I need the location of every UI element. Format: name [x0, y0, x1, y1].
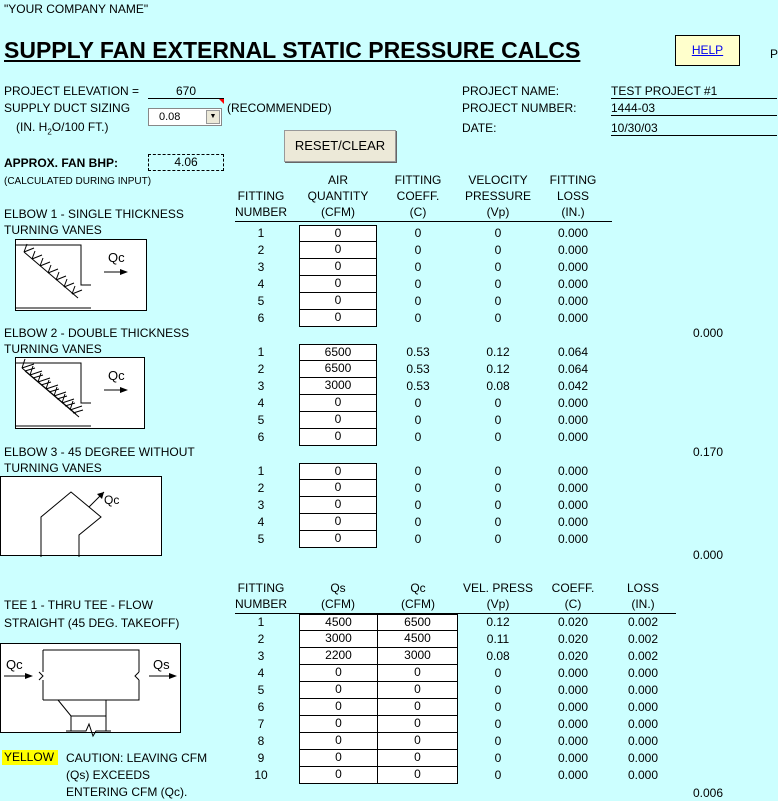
air-quantity-input[interactable]: 0	[299, 497, 377, 514]
column-header: LOSS	[556, 189, 589, 203]
qs-input[interactable]: 2200	[299, 648, 378, 665]
qc-input[interactable]: 0	[377, 682, 458, 699]
column-header: PRESSURE	[464, 189, 532, 203]
fitting-coeff: 0	[414, 311, 422, 325]
legend-yellow-swatch: YELLOW	[2, 750, 58, 765]
fitting-number: 1	[257, 615, 265, 629]
fitting-loss: 0.000	[557, 413, 589, 427]
qs-input[interactable]: 0	[299, 682, 378, 699]
fitting-coeff: 0	[414, 430, 422, 444]
column-header: Qs	[330, 581, 346, 595]
vel-press: 0	[494, 751, 502, 765]
section-subtitle: TURNING VANES	[4, 342, 102, 356]
project-name-label: PROJECT NAME:	[462, 84, 560, 98]
comment-indicator-icon	[219, 99, 224, 104]
air-quantity-input[interactable]: 0	[299, 259, 377, 276]
velocity-pressure: 0	[494, 515, 502, 529]
bhp-value: 4.06	[148, 154, 224, 171]
fitting-loss: 0.000	[557, 515, 589, 529]
loss: 0.002	[627, 615, 659, 629]
fitting-loss: 0.000	[557, 430, 589, 444]
loss: 0.000	[627, 683, 659, 697]
velocity-pressure: 0	[494, 311, 502, 325]
velocity-pressure: 0	[494, 294, 502, 308]
elevation-input[interactable]: 670	[148, 84, 224, 99]
coeff: 0.000	[557, 751, 589, 765]
fitting-loss: 0.000	[557, 396, 589, 410]
vel-press: 0	[494, 683, 502, 697]
section-total-loss: 0.000	[692, 548, 724, 562]
fitting-number: 3	[257, 649, 265, 663]
clipped-text: P	[770, 47, 778, 61]
elbow-diagram-image	[16, 358, 146, 430]
qs-input[interactable]: 0	[299, 716, 378, 733]
loss: 0.002	[627, 632, 659, 646]
fitting-coeff: 0.53	[406, 362, 430, 376]
coeff: 0.020	[557, 649, 589, 663]
svg-text:Qc: Qc	[108, 368, 125, 383]
section-total-loss: 0.000	[692, 326, 724, 340]
fitting-number: 4	[257, 515, 265, 529]
fitting-number: 4	[257, 396, 265, 410]
fitting-number: 9	[257, 751, 265, 765]
air-quantity-input[interactable]: 0	[299, 242, 377, 259]
section-total-loss: 0.006	[692, 786, 724, 800]
section-title: ELBOW 3 - 45 DEGREE WITHOUT	[4, 445, 195, 459]
fitting-number: 3	[257, 498, 265, 512]
velocity-pressure: 0.12	[486, 362, 510, 376]
velocity-pressure: 0	[494, 396, 502, 410]
fitting-number: 5	[257, 413, 265, 427]
legend-text: (Qs) EXCEEDS	[66, 768, 151, 782]
reset-clear-button[interactable]: RESET/CLEAR	[284, 130, 396, 162]
fitting-loss: 0.000	[557, 532, 589, 546]
vel-press: 0	[494, 734, 502, 748]
section-total-loss: 0.170	[692, 445, 724, 459]
qc-input[interactable]: 0	[377, 716, 458, 733]
air-quantity-input[interactable]: 0	[299, 412, 377, 429]
fitting-number: 2	[257, 362, 265, 376]
fitting-number: 3	[257, 379, 265, 393]
legend-text: CAUTION: LEAVING CFM	[66, 751, 208, 765]
section-subtitle: TURNING VANES	[4, 223, 102, 237]
section-title: ELBOW 2 - DOUBLE THICKNESS	[4, 326, 190, 340]
bhp-note: (CALCULATED DURING INPUT)	[4, 176, 152, 187]
fitting-coeff: 0	[414, 226, 422, 240]
elbow-diagram-image	[1, 477, 163, 557]
column-header: NUMBER	[234, 597, 287, 611]
qc-input[interactable]: 0	[377, 767, 458, 784]
duct-sizing-label: SUPPLY DUCT SIZING	[4, 101, 131, 115]
air-quantity-input[interactable]: 0	[299, 463, 377, 480]
column-header: VELOCITY	[468, 173, 528, 187]
section-title: ELBOW 1 - SINGLE THICKNESS	[4, 207, 184, 221]
fitting-number: 4	[257, 277, 265, 291]
company-name: "YOUR COMPANY NAME"	[4, 2, 149, 16]
fitting-number: 2	[257, 481, 265, 495]
qs-input[interactable]: 0	[299, 699, 378, 716]
loss: 0.000	[627, 666, 659, 680]
loss: 0.000	[627, 751, 659, 765]
qs-input[interactable]: 3000	[299, 631, 378, 648]
coeff: 0.000	[557, 768, 589, 782]
section-subtitle: STRAIGHT (45 DEG. TAKEOFF)	[4, 616, 180, 630]
fitting-loss: 0.000	[557, 226, 589, 240]
duct-sizing-dropdown[interactable]	[148, 108, 222, 126]
velocity-pressure: 0	[494, 277, 502, 291]
loss: 0.002	[627, 649, 659, 663]
fitting-loss: 0.000	[557, 243, 589, 257]
fitting-loss: 0.000	[557, 464, 589, 478]
loss: 0.000	[627, 717, 659, 731]
qc-input[interactable]: 0	[377, 733, 458, 750]
velocity-pressure: 0	[494, 481, 502, 495]
fitting-coeff: 0	[414, 277, 422, 291]
fitting-coeff: 0	[414, 532, 422, 546]
fitting-number: 6	[257, 311, 265, 325]
fitting-loss: 0.000	[557, 481, 589, 495]
elevation-label: PROJECT ELEVATION =	[4, 84, 140, 98]
coeff: 0.000	[557, 700, 589, 714]
fitting-number: 10	[254, 768, 268, 782]
coeff: 0.000	[557, 717, 589, 731]
column-header: COEFF.	[396, 189, 440, 203]
fitting-number: 6	[257, 700, 265, 714]
fitting-number: 1	[257, 345, 265, 359]
fitting-number: 2	[257, 243, 265, 257]
project-name-input[interactable]: TEST PROJECT #1	[611, 84, 777, 99]
qc-input[interactable]: 4500	[377, 631, 458, 648]
fitting-loss: 0.000	[557, 311, 589, 325]
fitting-number: 2	[257, 632, 265, 646]
qs-input[interactable]: 0	[299, 665, 378, 682]
air-quantity-input[interactable]: 3000	[299, 378, 377, 395]
fitting-number: 5	[257, 683, 265, 697]
svg-text:Qc: Qc	[108, 250, 125, 265]
elbow-diagram	[15, 357, 145, 429]
qs-input[interactable]: 0	[299, 767, 378, 784]
fitting-coeff: 0	[414, 260, 422, 274]
velocity-pressure: 0	[494, 532, 502, 546]
coeff: 0.000	[557, 666, 589, 680]
fitting-loss: 0.000	[557, 498, 589, 512]
fitting-number: 5	[257, 294, 265, 308]
air-quantity-input[interactable]: 0	[299, 276, 377, 293]
column-header: FITTING	[549, 173, 597, 187]
air-quantity-input[interactable]: 0	[299, 531, 377, 548]
duct-sizing-value: 0.08	[159, 111, 181, 123]
fitting-coeff: 0	[414, 396, 422, 410]
fitting-number: 8	[257, 734, 265, 748]
velocity-pressure: 0.12	[486, 345, 510, 359]
vel-press: 0.11	[486, 632, 510, 646]
column-header: AIR	[327, 173, 348, 187]
velocity-pressure: 0	[494, 260, 502, 274]
section-title: TEE 1 - THRU TEE - FLOW	[4, 598, 153, 612]
column-header: (CFM)	[401, 597, 435, 611]
elbow-diagram-image	[16, 240, 148, 312]
qc-input[interactable]: 0	[377, 750, 458, 767]
column-header: (Vp)	[486, 597, 510, 611]
air-quantity-input[interactable]: 0	[299, 480, 377, 497]
project-number-input[interactable]: 1444-03	[611, 101, 777, 116]
qc-input[interactable]: 6500	[377, 614, 458, 631]
column-header: FITTING	[237, 189, 285, 203]
column-header: (CFM)	[321, 597, 355, 611]
help-link[interactable]: HELP	[675, 35, 740, 66]
fitting-loss: 0.000	[557, 260, 589, 274]
air-quantity-input[interactable]: 0	[299, 225, 377, 242]
air-quantity-input[interactable]: 0	[299, 310, 377, 327]
date-input[interactable]: 10/30/03	[611, 121, 777, 136]
fitting-loss: 0.042	[557, 379, 589, 393]
fitting-coeff: 0	[414, 413, 422, 427]
recommended-label: (RECOMMENDED)	[227, 101, 332, 115]
fitting-loss: 0.000	[557, 277, 589, 291]
fitting-number: 1	[257, 226, 265, 240]
fitting-coeff: 0	[414, 498, 422, 512]
column-header: NUMBER	[234, 205, 287, 219]
column-header: (CFM)	[321, 205, 355, 219]
column-header: QUANTITY	[307, 189, 369, 203]
legend-text: ENTERING CFM (Qc).	[66, 785, 188, 799]
svg-text:Qs: Qs	[153, 657, 170, 672]
coeff: 0.020	[557, 615, 589, 629]
bhp-label: APPROX. FAN BHP:	[4, 156, 119, 170]
loss: 0.000	[627, 734, 659, 748]
air-quantity-input[interactable]: 0	[299, 514, 377, 531]
qs-input[interactable]: 4500	[299, 614, 378, 631]
fitting-loss: 0.064	[557, 345, 589, 359]
velocity-pressure: 0	[494, 464, 502, 478]
column-header: (C)	[409, 205, 427, 219]
fitting-number: 5	[257, 532, 265, 546]
elbow-diagram	[0, 476, 162, 556]
column-header: (IN.)	[561, 205, 585, 219]
fitting-number: 3	[257, 260, 265, 274]
section-subtitle: TURNING VANES	[4, 461, 102, 475]
column-header: LOSS	[626, 581, 659, 595]
tee-diagram-image	[1, 644, 182, 734]
velocity-pressure: 0	[494, 430, 502, 444]
column-header: (IN.)	[631, 597, 655, 611]
column-header: FITTING	[237, 581, 285, 595]
qc-input[interactable]: 0	[377, 665, 458, 682]
column-header: FITTING	[394, 173, 442, 187]
loss: 0.000	[627, 700, 659, 714]
fitting-loss: 0.000	[557, 294, 589, 308]
fitting-number: 6	[257, 430, 265, 444]
fitting-coeff: 0.53	[406, 345, 430, 359]
qc-input[interactable]: 3000	[377, 648, 458, 665]
velocity-pressure: 0.08	[486, 379, 510, 393]
air-quantity-input[interactable]: 6500	[299, 361, 377, 378]
vel-press: 0.12	[486, 615, 510, 629]
velocity-pressure: 0	[494, 226, 502, 240]
coeff: 0.000	[557, 734, 589, 748]
qs-input[interactable]: 0	[299, 750, 378, 767]
duct-units-label: (IN. $H_2O/100$ FT.)	[16, 120, 109, 137]
column-header: Qc	[410, 581, 426, 595]
vel-press: 0	[494, 717, 502, 731]
fitting-coeff: 0	[414, 243, 422, 257]
air-quantity-input[interactable]: 0	[299, 293, 377, 310]
elbow-diagram	[15, 239, 147, 311]
fitting-coeff: 0.53	[406, 379, 430, 393]
coeff: 0.020	[557, 632, 589, 646]
air-quantity-input[interactable]: 0	[299, 429, 377, 446]
chevron-down-icon[interactable]: ▼	[206, 110, 220, 124]
column-header: (Vp)	[486, 205, 510, 219]
vel-press: 0	[494, 768, 502, 782]
vel-press: 0	[494, 666, 502, 680]
project-number-label: PROJECT NUMBER:	[462, 101, 577, 115]
svg-text:Qc: Qc	[6, 657, 23, 672]
coeff: 0.000	[557, 683, 589, 697]
fitting-number: 7	[257, 717, 265, 731]
vel-press: 0.08	[486, 649, 510, 663]
loss: 0.000	[627, 768, 659, 782]
page-title: SUPPLY FAN EXTERNAL STATIC PRESSURE CALCS	[4, 37, 581, 63]
velocity-pressure: 0	[494, 243, 502, 257]
column-header: (C)	[564, 597, 582, 611]
fitting-number: 4	[257, 666, 265, 680]
air-quantity-input[interactable]: 0	[299, 395, 377, 412]
qc-input[interactable]: 0	[377, 699, 458, 716]
column-header: COEFF.	[551, 581, 595, 595]
column-header: VEL. PRESS	[462, 581, 534, 595]
date-label: DATE:	[462, 121, 497, 135]
fitting-coeff: 0	[414, 515, 422, 529]
qs-input[interactable]: 0	[299, 733, 378, 750]
fitting-coeff: 0	[414, 294, 422, 308]
svg-text:Qc: Qc	[104, 493, 120, 507]
header-divider	[235, 221, 612, 222]
vel-press: 0	[494, 700, 502, 714]
tee-diagram	[0, 643, 181, 733]
fitting-loss: 0.064	[557, 362, 589, 376]
fitting-coeff: 0	[414, 481, 422, 495]
air-quantity-input[interactable]: 6500	[299, 344, 377, 361]
velocity-pressure: 0	[494, 498, 502, 512]
fitting-number: 1	[257, 464, 265, 478]
fitting-coeff: 0	[414, 464, 422, 478]
velocity-pressure: 0	[494, 413, 502, 427]
